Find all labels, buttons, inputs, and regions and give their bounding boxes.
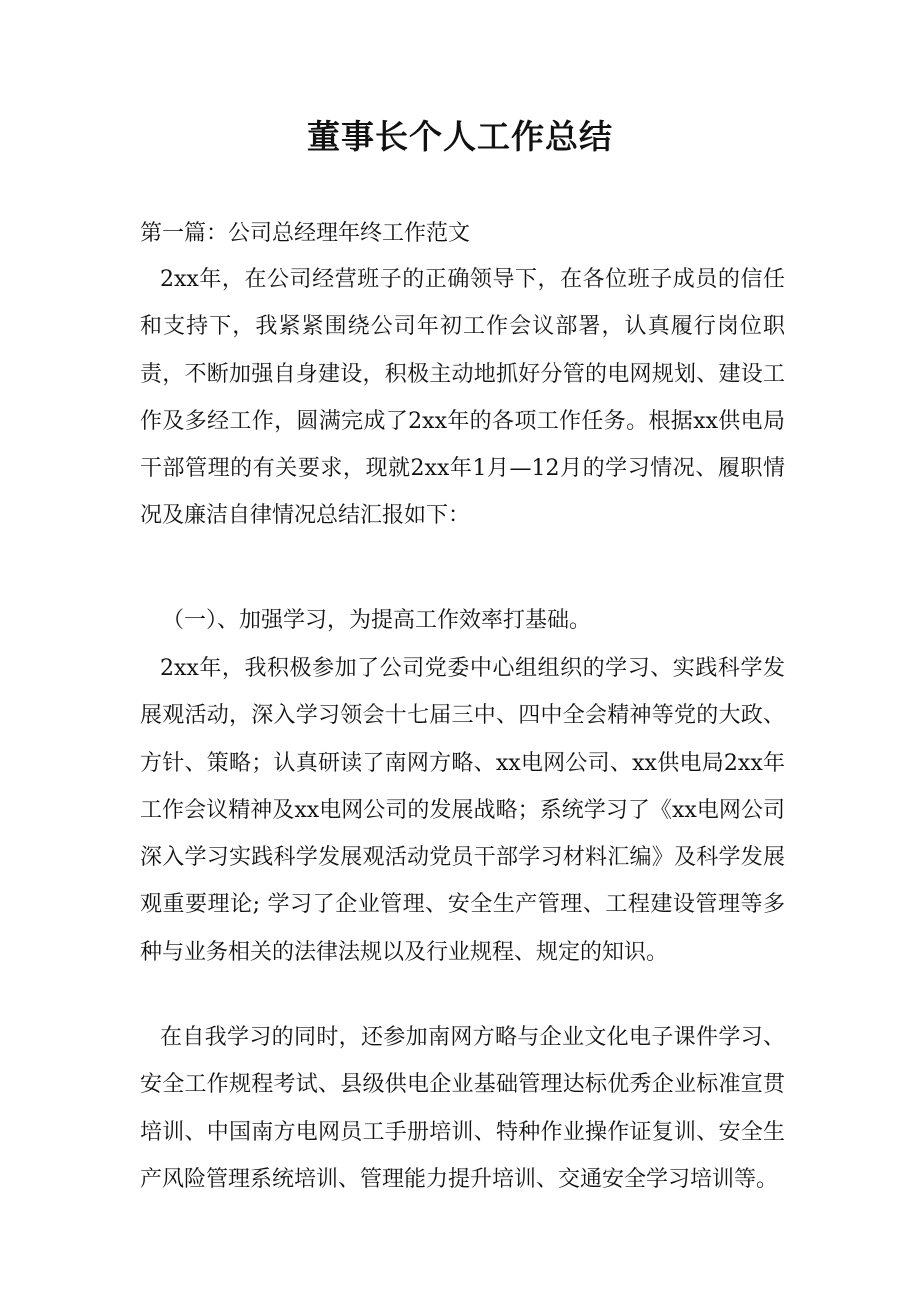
section-heading-study: （一）、加强学习，为提高工作效率打基础。 [162,608,592,633]
paragraph-study: 2xx年，我积极参加了公司党委中心组组织的学习、实践科学发展观活动，深入学习领会十七届三中、四中全会精神等党的大政、方针、策略；认真研读了南网方略、xx电网公司、xx供电局2xx年工作会议精神及xx电网公司的发展战略；系统学习了《xx电网公司深入学习实践科学发展观活动党员干部学习材料汇编》及科学发展观重要理论; 学习了企业管理、安全生产管理、工程建设管理等多种与业务相关的法律法规以及行业规程、规定的知识。 [140,656,785,965]
section-label: 第一篇：公司总经理年终工作范文 [140,221,471,246]
document-title: 董事长个人工作总结 [307,117,613,156]
paragraph-training: 在自我学习的同时，还参加南网方略与企业文化电子课件学习、安全工作规程考试、县级供电企业基础管理达标优秀企业标准宣贯培训、中国南方电网员工手册培训、特种作业操作证复训、安全生产风险管理系统培训、管理能力提升培训、交通安全学习培训等。 [140,1025,785,1192]
paragraph-intro: 2xx年，在公司经营班子的正确领导下，在各位班子成员的信任和支持下，我紧紧围绕公司年初工作会议部署，认真履行岗位职责，不断加强自身建设，积极主动地抓好分管的电网规划、建设工作及多经工作，圆满完成了2xx年的各项工作任务。根据xx供电局干部管理的有关要求，现就2xx年1月—12月的学习情况、履职情况及廉洁自律情况总结汇报如下： [140,267,785,529]
